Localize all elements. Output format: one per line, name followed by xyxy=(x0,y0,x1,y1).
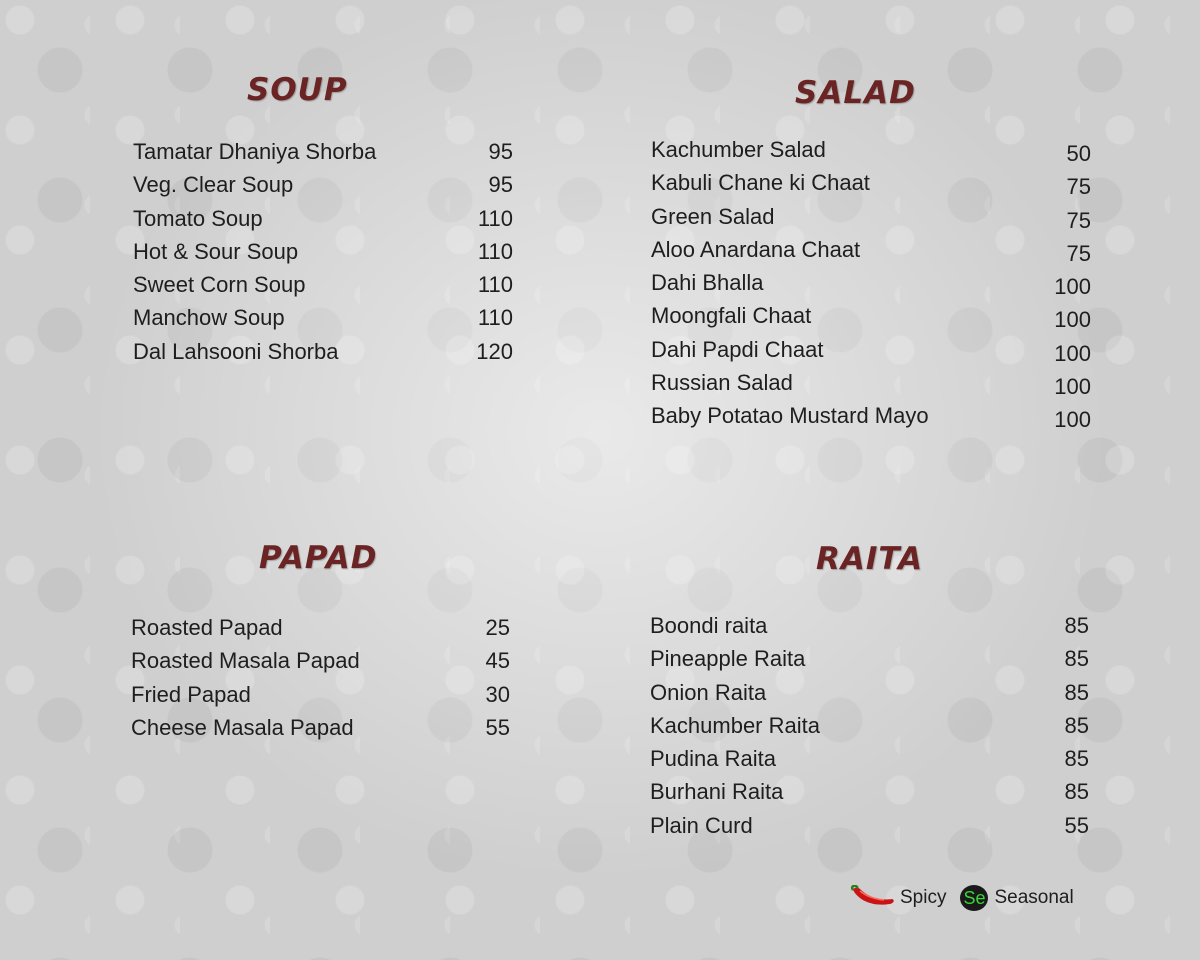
legend-spicy-label: Spicy xyxy=(900,887,947,908)
menu-item xyxy=(133,235,513,268)
item-price: 100 xyxy=(1054,407,1091,433)
raita-title: RAITA xyxy=(816,541,924,577)
item-price: 55 xyxy=(485,714,510,740)
menu-item xyxy=(651,333,1091,366)
item-name: Fried Papad xyxy=(131,681,251,707)
item-price: 85 xyxy=(1064,679,1089,705)
item-name: Roasted Papad xyxy=(131,615,283,640)
item-price: 30 xyxy=(485,681,510,707)
item-name: Burhani Raita xyxy=(650,779,784,805)
item-name: Dahi Papdi Chaat xyxy=(651,336,824,362)
item-price: 50 xyxy=(1066,141,1091,166)
item-name: Plain Curd xyxy=(650,812,753,838)
item-price: 45 xyxy=(485,648,510,674)
item-price: 100 xyxy=(1054,340,1091,366)
menu-item xyxy=(650,709,1089,742)
item-name: Kachumber Salad xyxy=(651,137,826,162)
menu-item xyxy=(651,133,1091,166)
menu-item xyxy=(133,335,513,368)
item-name: Onion Raita xyxy=(650,679,767,705)
menu-item xyxy=(133,268,513,301)
soup-title: SOUP xyxy=(247,72,348,108)
menu-item xyxy=(650,742,1089,775)
item-price: 100 xyxy=(1054,307,1091,333)
papad-title: PAPAD xyxy=(259,540,378,576)
menu-item xyxy=(133,135,513,168)
item-name: Russian Salad xyxy=(651,370,793,396)
item-price: 100 xyxy=(1054,374,1091,400)
item-price: 120 xyxy=(476,338,513,364)
item-price: 85 xyxy=(1064,746,1089,772)
item-price: 25 xyxy=(485,615,510,640)
menu-item xyxy=(131,678,510,711)
menu-item xyxy=(651,299,1091,332)
item-price: 85 xyxy=(1064,712,1089,738)
papad-items-list xyxy=(131,611,510,744)
menu-item xyxy=(650,609,1089,642)
menu-item xyxy=(651,166,1091,199)
item-price: 110 xyxy=(477,238,513,264)
menu-item xyxy=(133,301,513,334)
item-name: Roasted Masala Papad xyxy=(131,648,360,674)
item-name: Dahi Bhalla xyxy=(651,270,764,296)
item-name: Veg. Clear Soup xyxy=(133,172,294,198)
menu-item xyxy=(651,233,1091,266)
menu-item xyxy=(650,809,1089,842)
item-price: 75 xyxy=(1066,240,1091,266)
item-price: 85 xyxy=(1064,613,1089,638)
item-name: Pudina Raita xyxy=(650,746,776,772)
menu-item xyxy=(131,644,510,677)
item-name: Green Salad xyxy=(651,203,775,229)
menu-item xyxy=(650,642,1089,675)
item-price: 85 xyxy=(1064,779,1089,805)
item-name: Aloo Anardana Chaat xyxy=(651,236,861,262)
item-price: 110 xyxy=(477,205,513,231)
item-price: 95 xyxy=(488,139,513,164)
item-name: Kabuli Chane ki Chaat xyxy=(651,170,870,196)
item-name: Pineapple Raita xyxy=(650,646,806,672)
item-name: Kachumber Raita xyxy=(650,712,820,738)
item-price: 75 xyxy=(1066,174,1091,200)
menu-item xyxy=(133,168,513,201)
raita-items-list xyxy=(650,609,1089,842)
item-price: 95 xyxy=(488,172,513,198)
legend-seasonal-label: Seasonal xyxy=(994,887,1074,908)
item-name: Boondi raita xyxy=(650,613,768,638)
menu-item xyxy=(651,399,1091,432)
item-price: 100 xyxy=(1054,274,1091,300)
salad-title: SALAD xyxy=(795,75,916,111)
item-price: 110 xyxy=(477,305,513,331)
item-name: Tomato Soup xyxy=(133,205,263,231)
menu-item xyxy=(651,266,1091,299)
menu-item xyxy=(131,711,510,744)
menu-item xyxy=(651,200,1091,233)
item-name: Baby Potatao Mustard Mayo xyxy=(651,403,929,429)
item-name: Tamatar Dhaniya Shorba xyxy=(133,139,377,164)
legend xyxy=(850,884,1074,912)
menu-item xyxy=(650,676,1089,709)
item-name: Moongfali Chaat xyxy=(651,303,812,329)
menu-item xyxy=(131,611,510,644)
salad-items-list xyxy=(651,133,1091,433)
menu-item xyxy=(650,775,1089,808)
chili-pepper-icon xyxy=(850,885,896,911)
item-price: 75 xyxy=(1066,207,1091,233)
item-price: 85 xyxy=(1064,646,1089,672)
item-name: Cheese Masala Papad xyxy=(131,714,354,740)
seasonal-badge-icon: Se xyxy=(960,885,988,911)
item-name: Dal Lahsooni Shorba xyxy=(133,338,339,364)
item-name: Manchow Soup xyxy=(133,305,285,331)
item-price: 55 xyxy=(1064,812,1089,838)
item-price: 110 xyxy=(477,272,513,298)
item-name: Sweet Corn Soup xyxy=(133,272,306,298)
item-name: Hot & Sour Soup xyxy=(133,238,299,264)
menu-item xyxy=(651,366,1091,399)
soup-items-list xyxy=(133,135,513,368)
menu-item xyxy=(133,202,513,235)
